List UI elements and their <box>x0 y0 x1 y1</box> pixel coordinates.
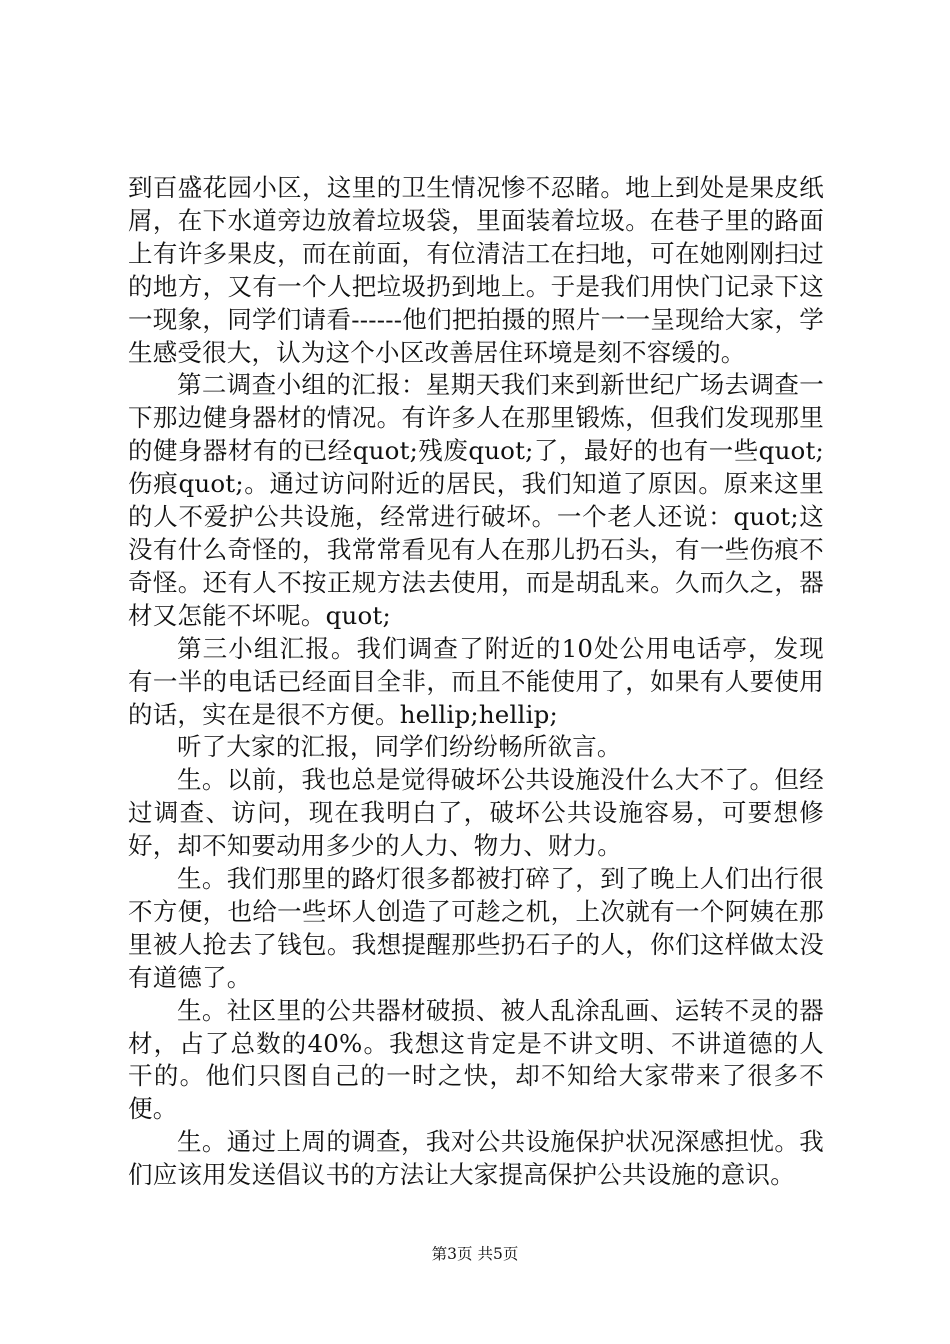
document-body <box>128 172 824 1192</box>
paragraph: 生。以前，我也总是觉得破坏公共设施没什么大不了。但经过调查、访问，现在我明白了，破坏公共设施容易，可要想修好，却不知要动用多少的人力、物力、财力。 <box>128 765 824 861</box>
paragraph: 生。社区里的公共器材破损、被人乱涂乱画、运转不灵的器材，占了总数的40%。我想这肯定是不讲文明、不讲道德的人干的。他们只图自己的一时之快，却不知给大家带来了很多不便。 <box>128 995 824 1124</box>
paragraph: 听了大家的汇报，同学们纷纷畅所欲言。 <box>177 732 622 762</box>
page-number-footer: 第3页 共5页 <box>431 1245 519 1263</box>
paragraph: 到百盛花园小区，这里的卫生情况惨不忍睹。地上到处是果皮纸屑，在下水道旁边放着垃圾袋，里面装着垃圾。在巷子里的路面上有许多果皮，而在前面，有位清洁工在扫地，可在她刚刚扫过的地方，又有一个人把垃圾扔到地上。于是我们用快门记录下这一现象，同学们请看------他们把拍摄的照片一一呈现给大家，学生感受很大，认为这个小区改善居住环境是刻不容缓的。 <box>128 173 824 367</box>
paragraph: 生。我们那里的路灯很多都被打碎了，到了晚上人们出行很不方便，也给一些坏人创造了可趁之机，上次就有一个阿姨在那里被人抢去了钱包。我想提醒那些扔石子的人，你们这样做太没有道德了。 <box>128 864 824 992</box>
paragraph: 第三小组汇报。我们调查了附近的10处公用电话亭，发现有一半的电话已经面目全非，而且不能使用了，如果有人要使用的话，实在是很不方便。hellip;hellip; <box>128 633 824 729</box>
paragraph: 生。通过上周的调查，我对公共设施保护状况深感担忧。我们应该用发送倡议书的方法让大家提高保护公共设施的意识。 <box>128 1127 824 1190</box>
paragraph: 第二调查小组的汇报：星期天我们来到新世纪广场去调查一下那边健身器材的情况。有许多人在那里锻炼，但我们发现那里的健身器材有的已经quot;残废quot;了，最好的也有一些quot;伤痕quot;。通过访问附近的居民，我们知道了原因。原来这里的人不爱护公共设施，经常进行破坏。一个老人还说：quot;这没有什么奇怪的，我常常看见有人在那儿扔石头，有一些伤痕不奇怪。还有人不按正规方法去使用，而是胡乱来。久而久之，器材又怎能不坏呢。quot; <box>128 370 824 630</box>
